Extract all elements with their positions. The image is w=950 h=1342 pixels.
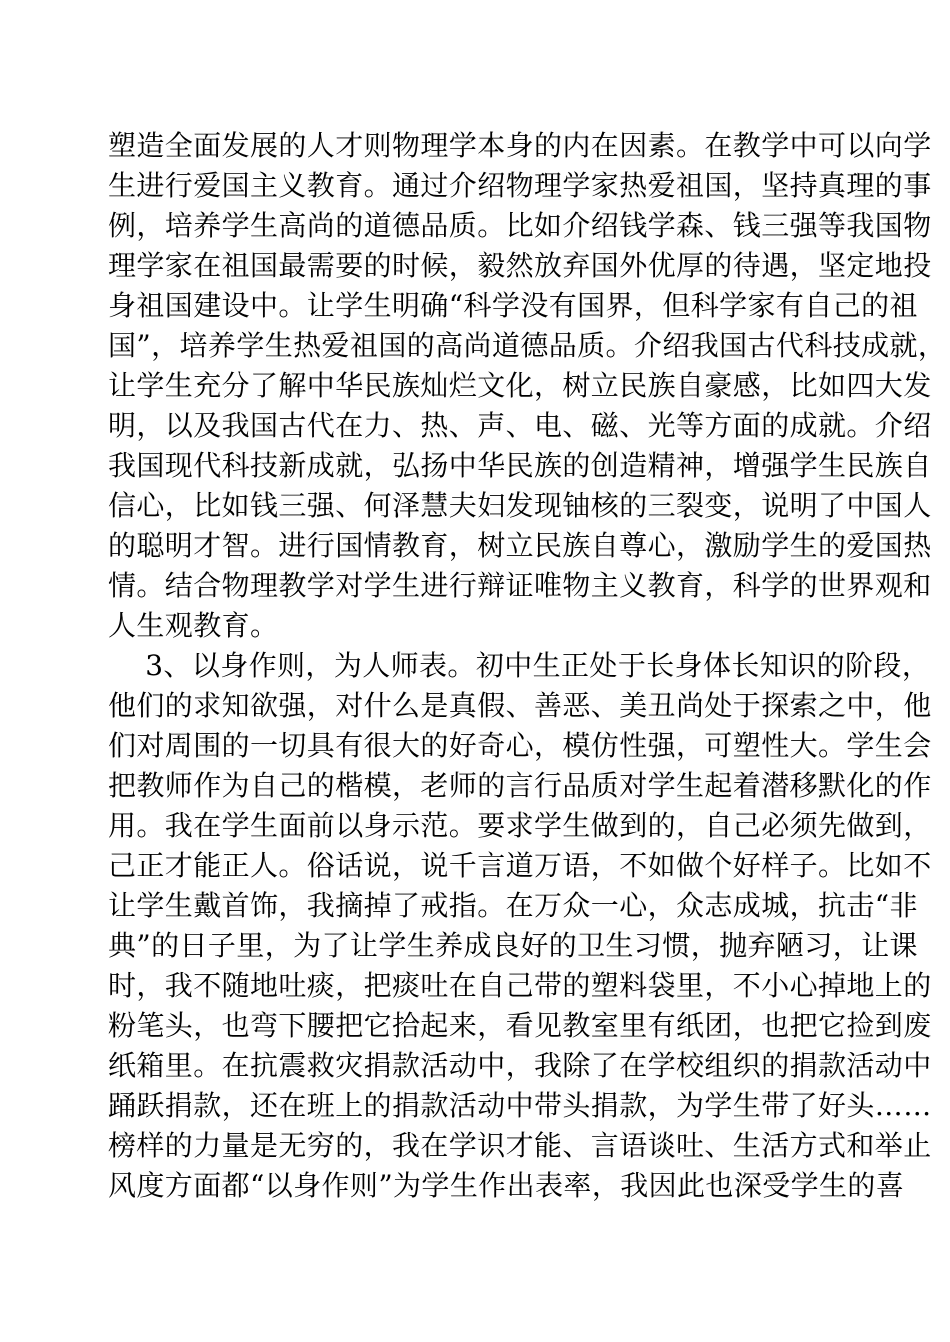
text-line-10: 信心，比如钱三强、何泽慧夫妇发现铀核的三裂变，说明了中国人 [108, 489, 932, 522]
text-line-19: 己正才能正人。俗话说，说千言道万语，不如做个好样子。比如不 [108, 849, 932, 882]
text-line-14: 3、以身作则，为人师表。初中生正处于长身体长知识的阶段， [108, 649, 931, 682]
text-line-9: 我国现代科技新成就，弘扬中华民族的创造精神，增强学生民族自 [108, 449, 932, 482]
text-line-12: 情。结合物理教学对学生进行辩证唯物主义教育，科学的世界观和 [108, 569, 932, 602]
text-line-7: 让学生充分了解中华民族灿烂文化，树立民族自豪感，比如四大发 [108, 369, 932, 402]
text-line-27: 风度方面都“以身作则”为学生作出表率，我因此也深受学生的喜 [108, 1169, 905, 1202]
text-line-8: 明，以及我国古代在力、热、声、电、磁、光等方面的成就。介绍 [108, 409, 932, 442]
text-line-5: 身祖国建设中。让学生明确“科学没有国界，但科学家有自己的祖 [108, 289, 918, 322]
text-line-24: 纸箱里。在抗震救灾捐款活动中，我除了在学校组织的捐款活动中 [108, 1049, 932, 1082]
text-line-3: 例，培养学生高尚的道德品质。比如介绍钱学森、钱三强等我国物 [108, 209, 932, 242]
text-line-4: 理学家在祖国最需要的时候，毅然放弃国外优厚的待遇，坚定地投 [108, 249, 932, 282]
text-line-1: 塑造全面发展的人才则物理学本身的内在因素。在教学中可以向学 [108, 129, 932, 162]
text-line-22: 时，我不随地吐痰，把痰吐在自己带的塑料袋里，不小心掉地上的 [108, 969, 932, 1002]
text-line-13: 人生观教育。 [108, 609, 279, 642]
text-line-16: 们对周围的一切具有很大的好奇心，模仿性强，可塑性大。学生会 [108, 729, 932, 762]
text-line-11: 的聪明才智。进行国情教育，树立民族自尊心，激励学生的爱国热 [108, 529, 932, 562]
text-line-26: 榜样的力量是无穷的，我在学识才能、言语谈吐、生活方式和举止 [108, 1129, 932, 1162]
text-line-25: 踊跃捐款，还在班上的捐款活动中带头捐款，为学生带了好头…… [108, 1089, 932, 1122]
text-line-21: 典”的日子里，为了让学生养成良好的卫生习惯，抛弃陋习，让课 [108, 929, 918, 962]
text-line-2: 生进行爱国主义教育。通过介绍物理学家热爱祖国，坚持真理的事 [108, 169, 932, 202]
text-line-15: 他们的求知欲强，对什么是真假、善恶、美丑尚处于探索之中，他 [108, 689, 932, 722]
text-line-17: 把教师作为自己的楷模，老师的言行品质对学生起着潜移默化的作 [108, 769, 932, 802]
text-line-20: 让学生戴首饰，我摘掉了戒指。在万众一心，众志成城，抗击“非 [108, 889, 918, 922]
text-line-6: 国”，培养学生热爱祖国的高尚道德品质。介绍我国古代科技成就， [108, 329, 947, 362]
text-line-23: 粉笔头，也弯下腰把它拾起来，看见教室里有纸团，也把它捡到废 [108, 1009, 932, 1042]
text-line-18: 用。我在学生面前以身示范。要求学生做到的，自己必须先做到， [108, 809, 932, 842]
